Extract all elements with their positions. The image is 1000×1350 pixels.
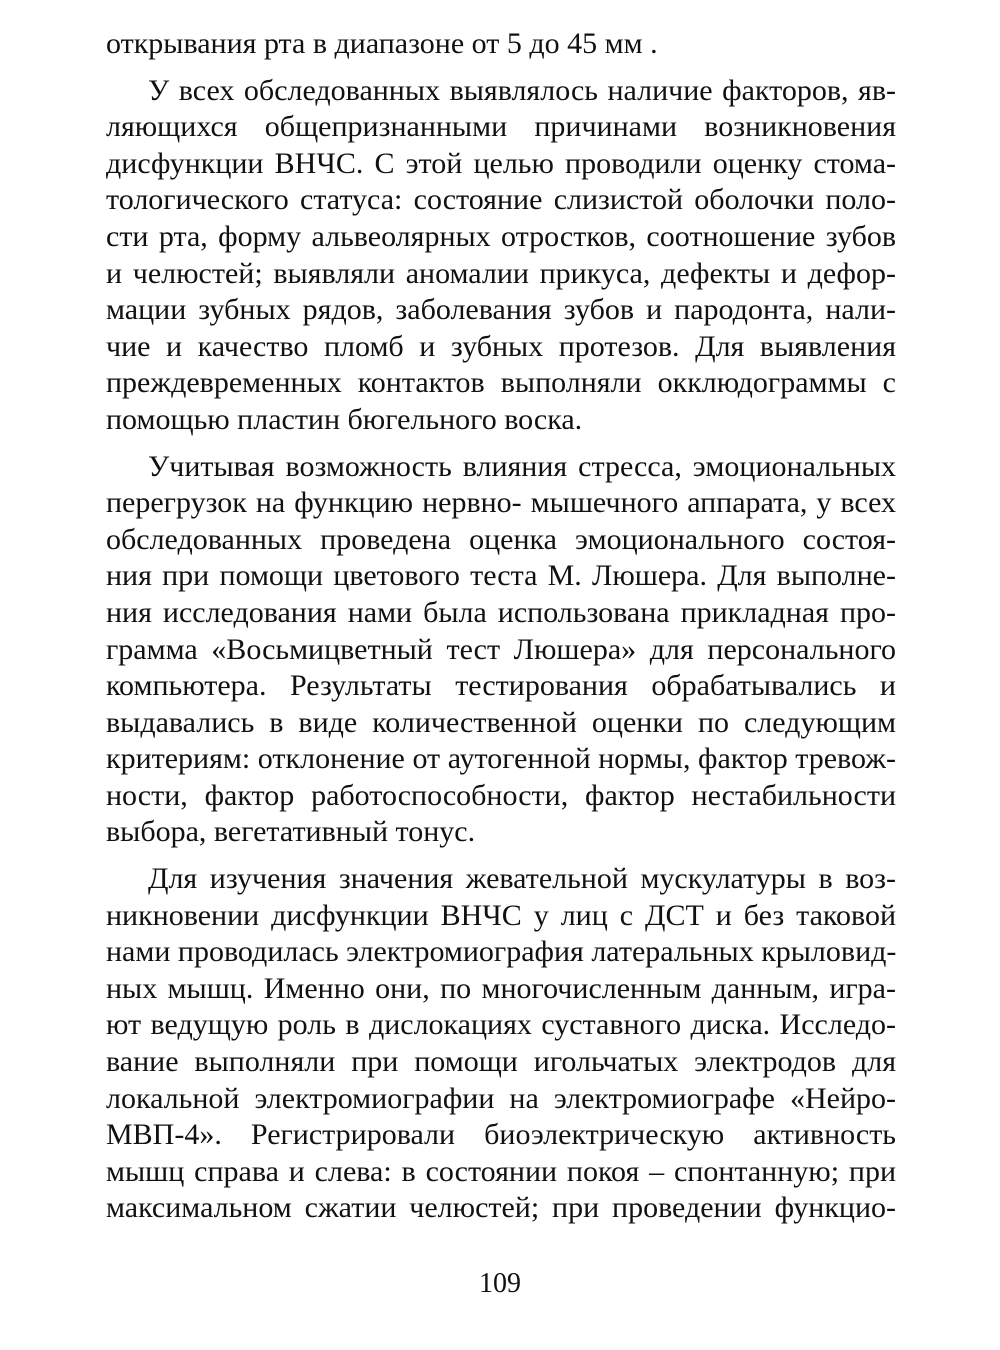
text-line: дисфункции ВНЧС. С этой целью проводили оценку стома- (106, 146, 896, 180)
paragraph-gap (106, 851, 896, 861)
page-number: 109 (479, 1268, 521, 1299)
text-line: помощью пластин бюгельного воска. (106, 402, 583, 436)
text-line: ния исследования нами была использована прикладная про- (106, 595, 896, 629)
text-line: преждевременных контактов выполняли окклюдограммы с (106, 366, 896, 400)
text-line: мышц справа и слева: в состоянии покоя – спонтанную; при (106, 1154, 896, 1188)
text-line: локальной электромиографии на электромиографе «Нейро- (106, 1081, 896, 1115)
text-line: Для изучения значения жевательной мускулатуры в воз- (148, 862, 896, 896)
text-line: максимальном сжатии челюстей; при проведении функцио- (106, 1191, 896, 1225)
text-line: обследованных проведена оценка эмоционального состоя- (106, 522, 896, 556)
text-line: У всех обследованных выявлялось наличие факторов, яв- (148, 73, 896, 107)
text-line: выдавались в виде количественной оценки по следующим (106, 705, 896, 739)
text-line: ляющихся общепризнанными причинами возникновения (106, 110, 896, 144)
text-line: тологического статуса: состояние слизистой оболочки поло- (106, 183, 896, 217)
text-line: нами проводилась электромиография латеральных крыловид- (106, 935, 897, 969)
text-line: компьютера. Результаты тестирования обрабатывались и (106, 669, 896, 703)
body-text (106, 26, 896, 1227)
paragraph-gap (106, 439, 896, 449)
text-line: грамма «Восьмицветный тест Люшера» для персонального (106, 632, 896, 666)
text-line: выбора, вегетативный тонус. (106, 815, 476, 849)
text-line: мации зубных рядов, заболевания зубов и пародонта, нали- (106, 293, 896, 327)
paragraph-2 (106, 73, 896, 439)
text-line: никновении дисфункции ВНЧС у лиц с ДСТ и без таковой (106, 898, 896, 932)
text-line: сти рта, форму альвеолярных отростков, соотношение зубов (106, 219, 896, 253)
text-line: и челюстей; выявляли аномалии прикуса, дефекты и дефор- (106, 256, 896, 290)
text-line: ния при помощи цветового теста М. Люшера. Для выполне- (106, 559, 896, 593)
text-line: открывания рта в диапазоне от 5 до 45 мм . (106, 27, 658, 60)
text-line: чие и качество пломб и зубных протезов. Для выявления (106, 329, 896, 363)
text-line: критериям: отклонение от аутогенной нормы, фактор тревож- (106, 742, 896, 776)
paragraph-gap (106, 63, 896, 73)
text-line: ных мышц. Именно они, по многочисленным данным, игра- (106, 971, 896, 1005)
paragraph-3 (106, 449, 896, 852)
text-line: ности, фактор работоспособности, фактор нестабильности (106, 778, 896, 812)
paragraph-1 (106, 26, 896, 63)
text-line: перегрузок на функцию нервно- мышечного аппарата, у всех (106, 486, 896, 520)
text-line: Учитывая возможность влияния стресса, эмоциональных (148, 449, 896, 483)
text-line: ют ведущую роль в дислокациях суставного диска. Исследо- (106, 1008, 896, 1042)
text-line: МВП-4». Регистрировали биоэлектрическую активность (106, 1118, 896, 1152)
text-line: вание выполняли при помощи игольчатых электродов для (106, 1045, 896, 1079)
paragraph-4 (106, 861, 896, 1227)
